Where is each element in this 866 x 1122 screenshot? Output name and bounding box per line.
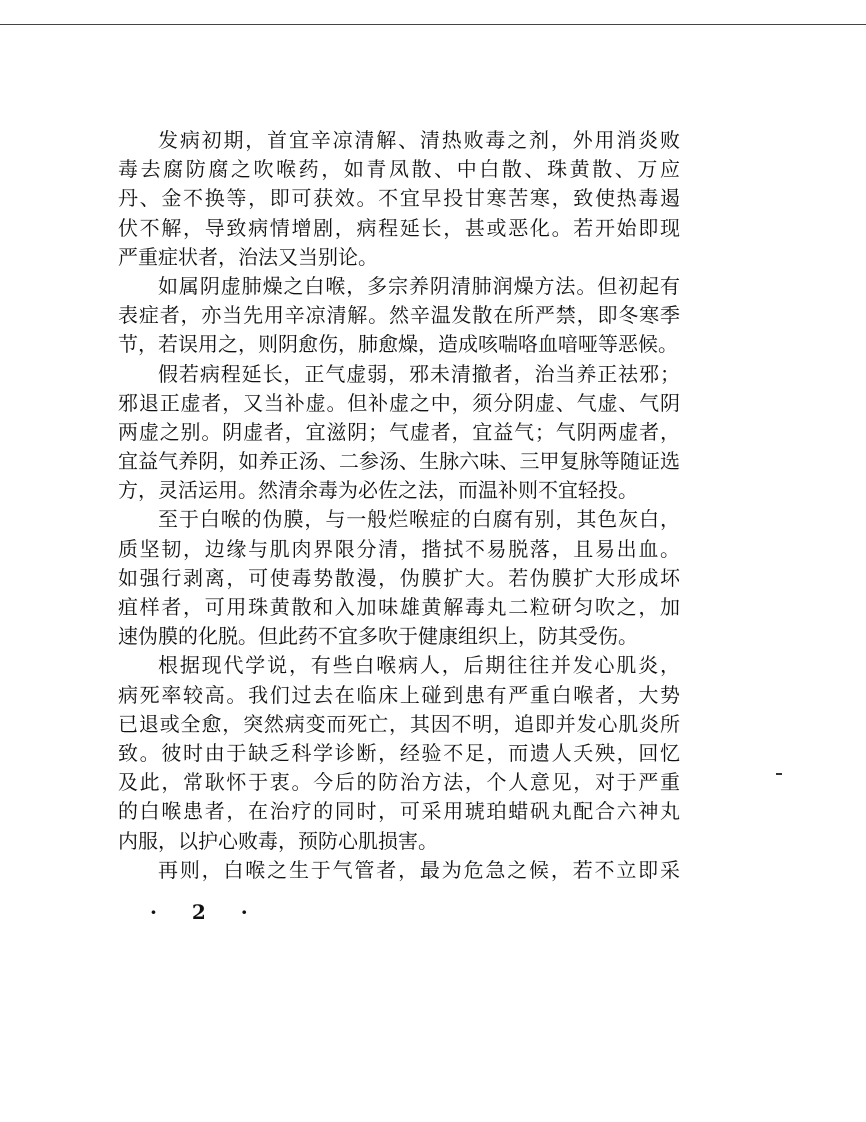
paragraph-line: 两虚之别。阴虚者，宜滋阴；气虚者，宜益气；气阴两虚者， (118, 419, 680, 444)
paragraph-line: 再则，白喉之生于气管者，最为危急之候，若不立即采 (158, 857, 680, 882)
paragraph-line: 病死率较高。我们过去在临床上碰到患有严重白喉者，大势 (118, 682, 680, 707)
paragraph-line: 严重症状者，治法又当别论。 (118, 244, 378, 269)
paragraph-line: 的白喉患者，在治疗的同时，可采用琥珀蜡矾丸配合六神丸 (118, 799, 680, 824)
paragraph-line: 毒去腐防腐之吹喉药，如青凤散、中白散、珠黄散、万应 (118, 157, 680, 182)
paragraph-line: 如强行剥离，可使毒势散漫，伪膜扩大。若伪膜扩大形成坏 (118, 565, 680, 590)
paragraph-line: 发病初期，首宜辛凉清解、清热败毒之剂，外用消炎败 (158, 128, 680, 152)
paragraph-line: 质坚韧，边缘与肌肉界限分清，揩拭不易脱落，且易出血。 (118, 536, 680, 561)
page-number: · 2 · (150, 900, 262, 924)
paragraph-line: 丹、金不换等，即可获效。不宜早投甘寒苦寒，致使热毒遏 (118, 186, 680, 211)
paragraph-line: 根据现代学说，有些白喉病人，后期往往并发心肌炎， (158, 653, 680, 678)
paragraph-line: 伏不解，导致病情增剧，病程延长，甚或恶化。若开始即现 (118, 215, 680, 240)
paragraph-line: 已退或全愈，突然病变而死亡，其因不明，追即并发心肌炎所 (118, 711, 680, 736)
paragraph-line: 邪退正虚者，又当补虚。但补虚之中，须分阴虚、气虚、气阴 (118, 390, 680, 415)
paragraph-line: 假若病程延长，正气虚弱，邪未清撤者，治当养正祛邪； (158, 361, 680, 386)
scan-mark (776, 773, 782, 775)
paragraph-line: 至于白喉的伪膜，与一般烂喉症的白腐有别，其色灰白， (158, 507, 680, 532)
paragraph-line: 方，灵活运用。然清余毒为必佐之法，而温补则不宜轻投。 (118, 478, 638, 503)
top-rule (0, 24, 866, 25)
paragraph-line: 致。彼时由于缺乏科学诊断，经验不足，而遗人夭殃，回忆 (118, 740, 680, 765)
paragraph-line: 疽样者，可用珠黄散和入加味雄黄解毒丸二粒研匀吹之，加 (118, 595, 680, 619)
paragraph-line: 如属阴虚肺燥之白喉，多宗养阴清肺润燥方法。但初起有 (158, 273, 680, 298)
paragraph-line: 及此，常耿怀于衷。今后的防治方法，个人意见，对于严重 (118, 770, 680, 795)
paragraph-line: 宜益气养阴，如养正汤、二参汤、生脉六味、三甲复脉等随证选 (118, 449, 680, 474)
paragraph-line: 表症者，亦当先用辛凉清解。然辛温发散在所严禁，即冬寒季 (118, 303, 680, 328)
paragraph-line: 速伪膜的化脱。但此药不宜多吹于健康组织上，防其受伤。 (118, 624, 638, 649)
paragraph-line: 内服，以护心败毒，预防心肌损害。 (118, 828, 438, 853)
body-text (118, 126, 680, 885)
paragraph-line: 节，若误用之，则阴愈伤，肺愈燥，造成咳喘咯血喑哑等恶候。 (118, 332, 678, 357)
